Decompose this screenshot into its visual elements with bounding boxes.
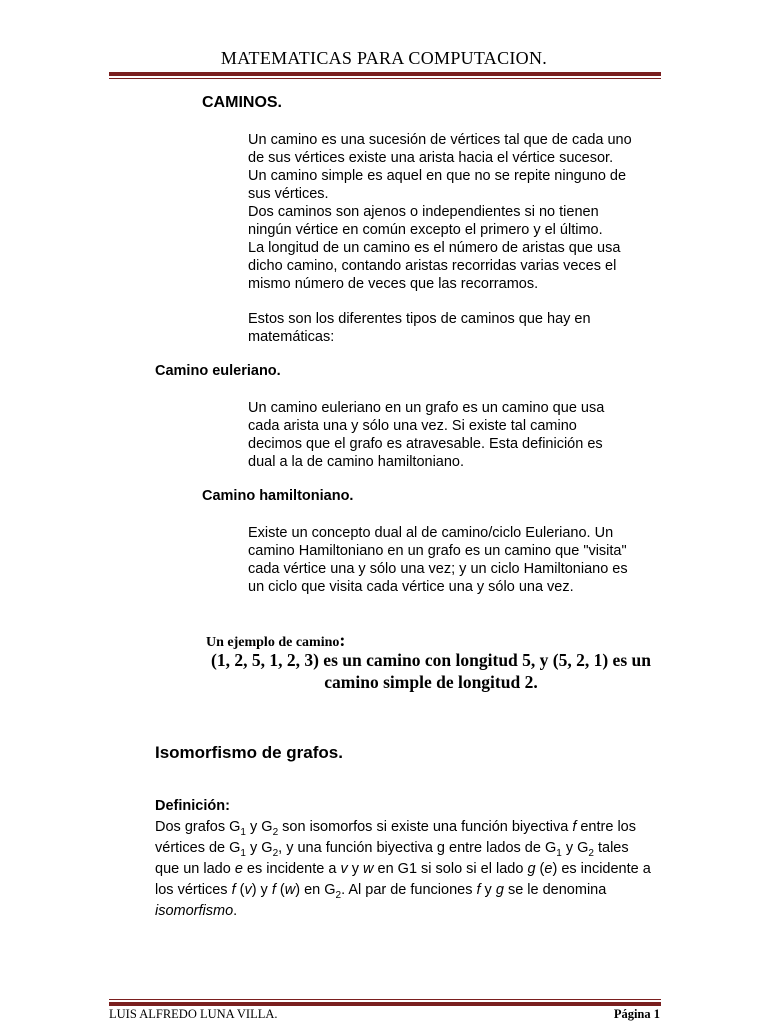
text-run: , y una función biyectiva g entre lados de G xyxy=(278,840,557,856)
text-line: ningún vértice en común excepto el primero y el último. xyxy=(248,222,603,238)
subscript: 1 xyxy=(240,847,246,859)
text-line: camino Hamiltoniano en un grafo es un camino que "visita" xyxy=(248,543,627,559)
example-line: (1, 2, 5, 1, 2, 3) es un camino con longitud 5, y (5, 2, 1) es un xyxy=(211,650,651,670)
italic-run: f xyxy=(476,882,481,898)
footer-rule-thick xyxy=(109,1002,661,1006)
caminos-heading: CAMINOS. xyxy=(202,94,282,111)
text-line: Un camino simple es aquel en que no se repite ninguno de xyxy=(248,168,627,184)
text-line: un ciclo que visita cada vértice una y sólo una vez. xyxy=(248,579,574,595)
footer-page-number: Página 1 xyxy=(613,1007,660,1021)
caminos-paragraph xyxy=(248,131,668,293)
isomorfismo-heading: Isomorfismo de grafos. xyxy=(155,743,343,762)
text-line: cada vértice una y sólo una vez; y un ciclo Hamiltoniano es xyxy=(248,561,628,577)
text-run: tales que un lado xyxy=(155,840,629,877)
text-line: dicho camino, contando aristas recorridas varias veces el xyxy=(248,258,617,274)
header-rule-thick xyxy=(109,72,661,76)
text-line: Un camino es una sucesión de vértices tal que de cada uno xyxy=(248,132,632,148)
text-line: matemáticas: xyxy=(248,329,335,345)
text-run: en G1 si solo si el lado xyxy=(373,861,528,877)
text-run: se le denomina xyxy=(503,882,607,898)
italic-run: v xyxy=(340,861,348,877)
text-run: y G xyxy=(561,840,589,856)
example-line: camino simple de longitud 2. xyxy=(324,672,538,692)
example-label-colon: : xyxy=(339,630,346,650)
text-run: ) es incidente a los vértices xyxy=(155,861,651,898)
subscript: 1 xyxy=(556,847,562,859)
italic-run: f xyxy=(572,819,577,835)
text-run: Dos grafos G xyxy=(155,819,241,835)
text-run: ) y xyxy=(251,882,272,898)
text-line: mismo número de veces que las recorramos. xyxy=(248,276,539,292)
text-line: sus vértices. xyxy=(248,186,329,202)
text-line: dual a la de camino hamiltoniano. xyxy=(248,454,465,470)
text-run: . xyxy=(233,903,238,919)
text-line: La longitud de un camino es el número de aristas que usa xyxy=(248,240,621,256)
text-run: entre los vértices de G xyxy=(155,819,636,856)
italic-run: g xyxy=(495,882,504,898)
italic-run: w xyxy=(363,861,374,877)
hamiltoniano-paragraph xyxy=(248,524,668,596)
italic-run: w xyxy=(284,882,296,898)
example-label-text: Un ejemplo de camino xyxy=(206,635,340,650)
text-run: ( xyxy=(275,882,285,898)
text-line: Un camino euleriano en un grafo es un camino que usa xyxy=(248,400,605,416)
subscript: 2 xyxy=(272,847,279,859)
text-run: y xyxy=(347,861,364,877)
subscript: 2 xyxy=(588,847,594,859)
text-run: . Al par de funciones xyxy=(341,882,477,898)
italic-run: isomorfismo xyxy=(155,903,234,919)
text-line: Estos son los diferentes tipos de caminos que hay en xyxy=(248,311,591,327)
example-label xyxy=(206,630,345,651)
italic-run: f xyxy=(231,882,236,898)
italic-run: v xyxy=(244,882,252,898)
definicion-paragraph xyxy=(155,817,655,922)
subscript: 2 xyxy=(335,889,342,901)
text-line: de sus vértices existe una arista hacia el vértice sucesor. xyxy=(248,150,614,166)
euleriano-paragraph xyxy=(248,399,668,471)
footer-rule-thin xyxy=(109,999,661,1000)
text-run: y G xyxy=(245,819,273,835)
italic-run: f xyxy=(271,882,276,898)
italic-run: e xyxy=(544,861,553,877)
tipos-paragraph xyxy=(248,310,668,346)
header-rule-thin xyxy=(109,78,661,79)
euleriano-heading: Camino euleriano. xyxy=(155,363,281,379)
hamiltoniano-heading: Camino hamiltoniano. xyxy=(202,488,354,504)
text-run: y G xyxy=(245,840,273,856)
text-run: son isomorfos si existe una función biyectiva xyxy=(278,819,573,835)
header-title: MATEMATICAS PARA COMPUTACION. xyxy=(220,48,548,68)
italic-run: e xyxy=(234,861,243,877)
text-run: ) en G xyxy=(295,882,336,898)
text-run: es incidente a xyxy=(242,861,341,877)
text-line: cada arista una y sólo una vez. Si existe tal camino xyxy=(248,418,577,434)
text-line: decimos que el grafo es atravesable. Esta definición es xyxy=(248,436,603,452)
example-text xyxy=(196,649,666,693)
text-run: ( xyxy=(535,861,545,877)
text-run: ( xyxy=(235,882,245,898)
text-run: y xyxy=(480,882,496,898)
italic-run: g xyxy=(527,861,536,877)
footer-author: LUIS ALFREDO LUNA VILLA. xyxy=(109,1007,278,1021)
text-line: Existe un concepto dual al de camino/ciclo Euleriano. Un xyxy=(248,525,614,541)
definicion-heading: Definición: xyxy=(155,798,230,814)
subscript: 2 xyxy=(272,826,279,838)
text-line: Dos caminos son ajenos o independientes si no tienen xyxy=(248,204,599,220)
subscript: 1 xyxy=(240,826,246,838)
